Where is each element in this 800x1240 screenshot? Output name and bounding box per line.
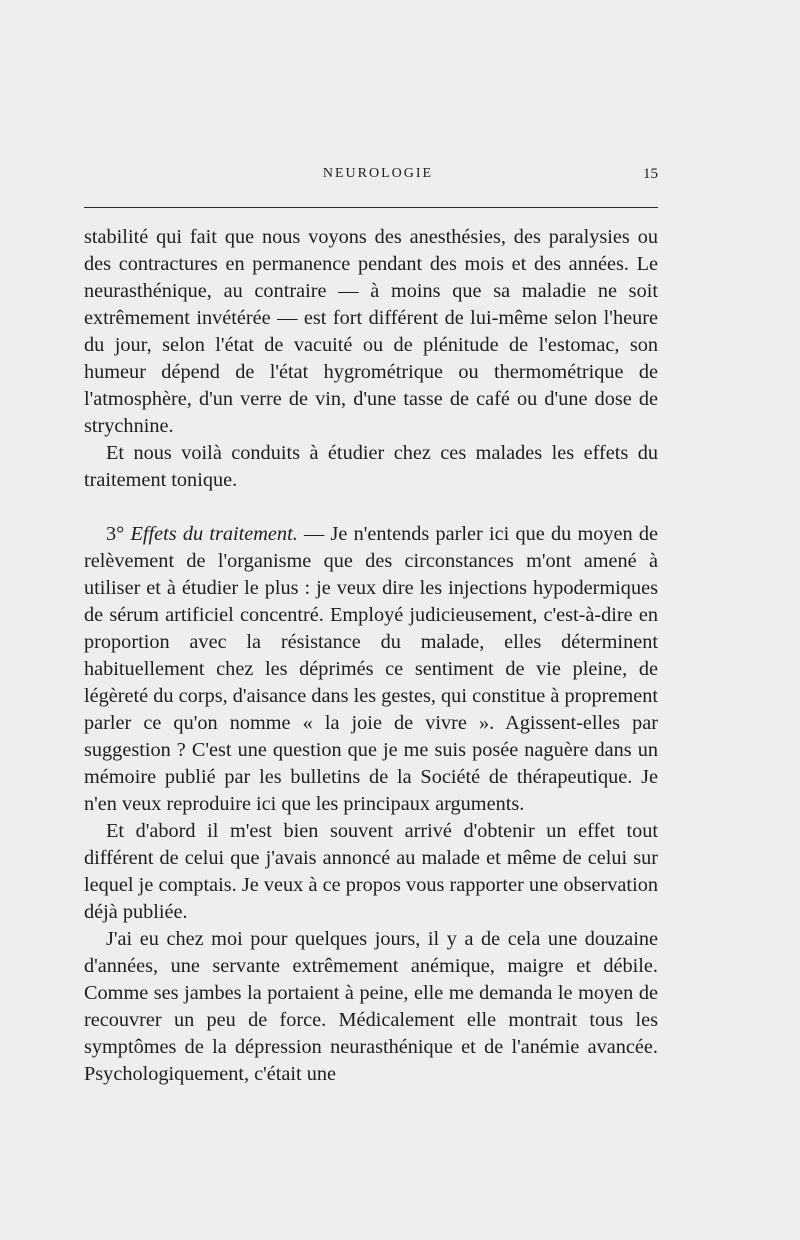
paragraph-2: Et nous voilà conduits à étudier chez ces malades les effets du traitement tonique. xyxy=(84,442,658,491)
section-paragraph xyxy=(84,521,658,818)
paragraph-5: J'ai eu chez moi pour quelques jours, il y a de cela une douzaine d'années, une servante extrêmement anémique, maigre et débile. Comme ses jambes la portaient à peine, elle me demanda le moyen de recouvrer un peu de force. Médicalement elle montrait tous les symptômes de la dépression neurasthénique et de l'anémie avancée. Psychologiquement, c'était une xyxy=(84,928,658,1085)
page-header xyxy=(84,166,658,196)
page-number: 15 xyxy=(643,166,658,182)
paragraph-1: stabilité qui fait que nous voyons des anesthésies, des paralysies ou des contractures en permanence pendant des mois et des années. Le neurasthénique, au contraire — à moins que sa maladie ne soit extrêmement invétérée — est fort différent de lui-même selon l'heure du jour, selon l'état de vacuité ou de plénitude de l'estomac, son humeur dépend de l'état hygrométrique ou thermométrique de l'atmosphère, d'un verre de vin, d'une tasse de café ou d'une dose de strychnine. xyxy=(84,226,658,437)
body-text xyxy=(84,224,658,1088)
header-rule xyxy=(84,207,658,208)
paragraph-4: Et d'abord il m'est bien souvent arrivé d'obtenir un effet tout différent de celui que j'avais annoncé au malade et même de celui sur lequel je comptais. Je veux à ce propos vous rapporter une observation déjà publiée. xyxy=(84,820,658,923)
section-text: — Je n'entends parler ici que du moyen de relèvement de l'organisme que des circonstances m'ont amené à utiliser et à étudier le plus : je veux dire les injections hypodermiques de sérum artificiel concentré. Employé judicieusement, c'est-à-dire en proportion avec la résistance du malade, elles déterminent habituellement chez les déprimés ce sentiment de vie pleine, de légèreté du corps, d'aisance dans les gestes, qui constitue à proprement parler ce qu'on nomme « la joie de vivre ». Agissent-elles par suggestion ? C'est une question que je me suis posée naguère dans un mémoire publié par les bulletins de la Société de thérapeutique. Je n'en veux reproduire ici que les principaux arguments. xyxy=(84,523,658,815)
running-title: NEUROLOGIE xyxy=(322,166,434,181)
section-number: 3° xyxy=(106,523,131,545)
section-heading: Effets du traitement. xyxy=(130,523,298,545)
